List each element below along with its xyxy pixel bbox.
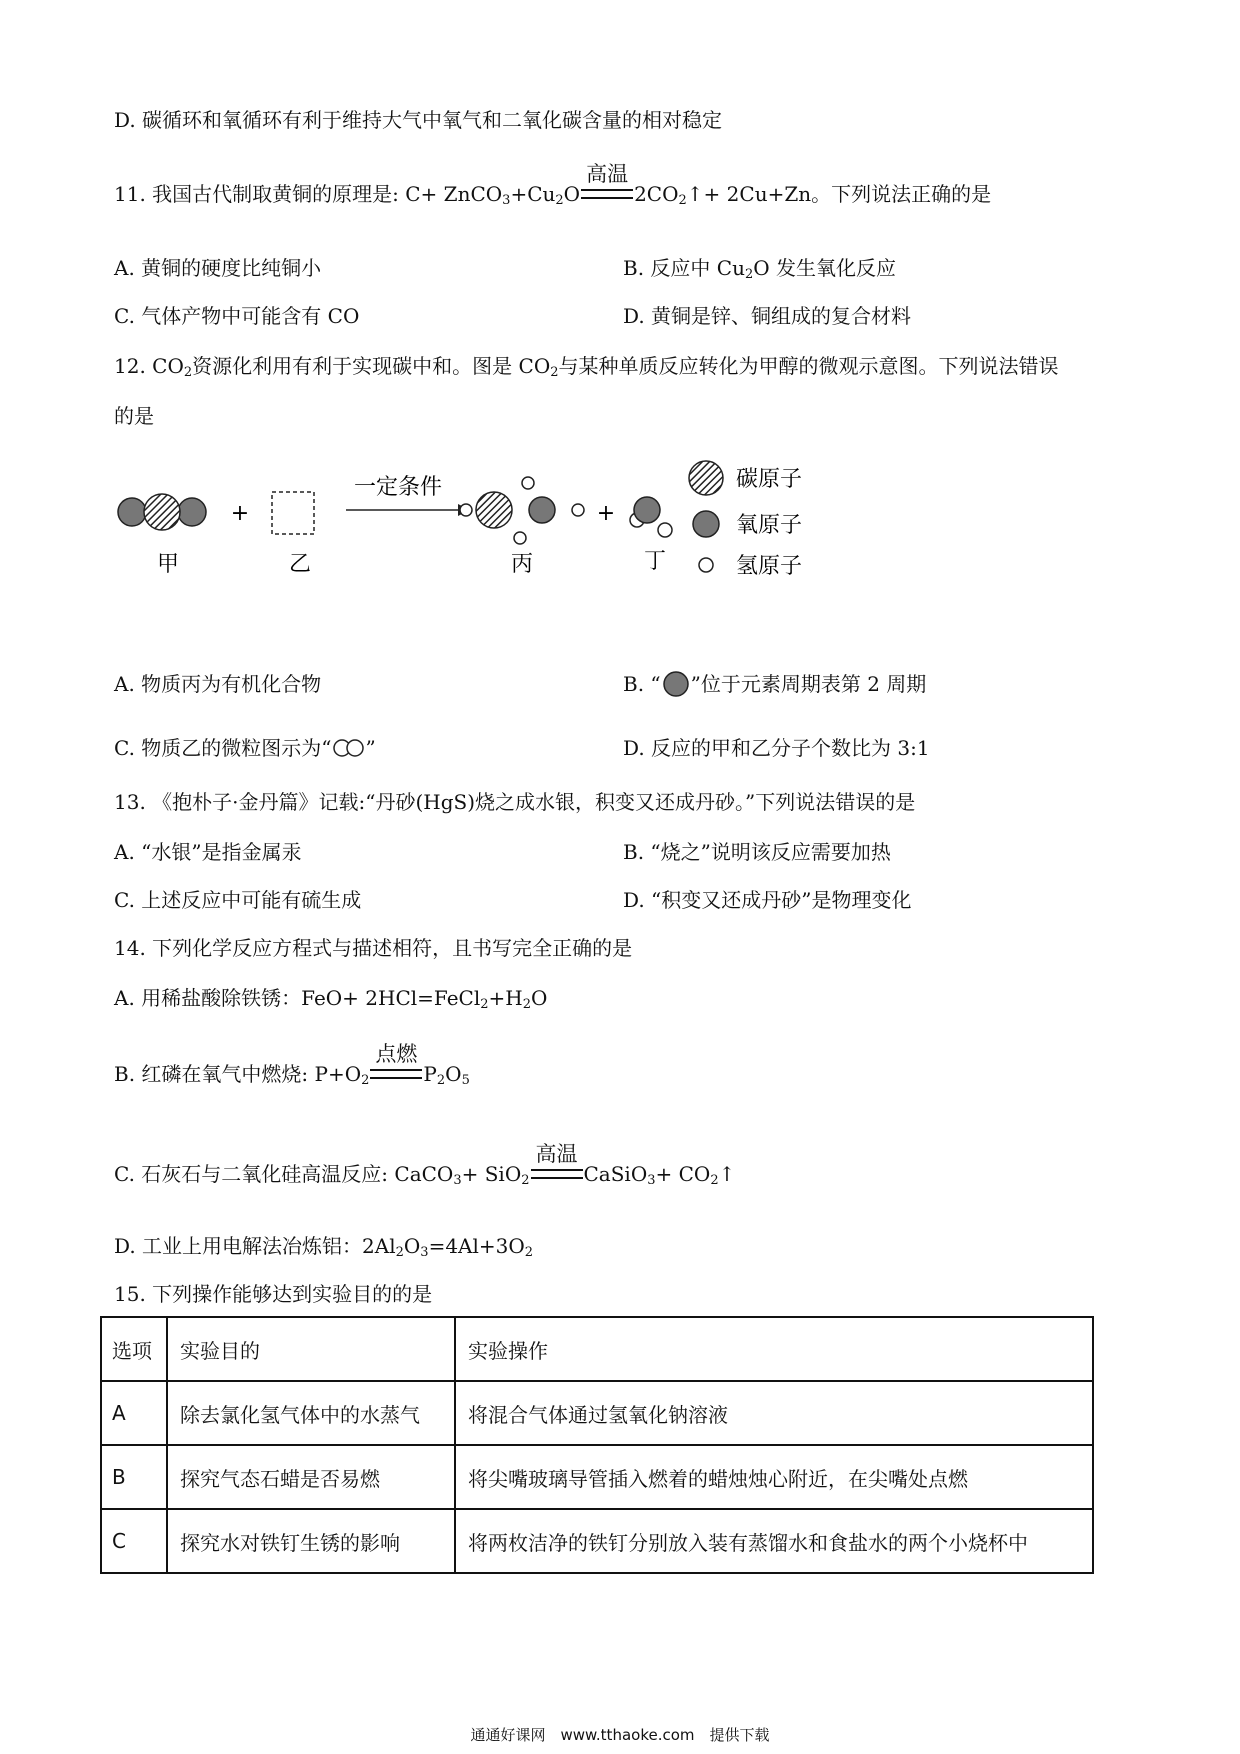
legend-carbon-icon xyxy=(689,461,723,495)
table-cell: B xyxy=(101,1445,167,1509)
oxygen-atom xyxy=(118,498,146,526)
legend-oxygen-icon xyxy=(693,511,719,537)
q11-option-a: A. 黄铜的硬度比纯铜小 xyxy=(114,256,322,280)
q11-option-c: C. 气体产物中可能含有 CO xyxy=(114,304,360,328)
table-row xyxy=(101,1509,1093,1573)
table-header-row xyxy=(101,1317,1093,1381)
table-header-cell: 实验操作 xyxy=(455,1317,1093,1381)
q12-option-b: B. “ ”位于元素周期表第 2 周期 xyxy=(623,672,927,696)
q14-option-d: D. 工业上用电解法冶炼铝：$2Al_2O_3=4Al+3O_2$ xyxy=(114,1234,534,1260)
legend-oxygen: 氧原子 xyxy=(736,513,803,538)
oxygen-atom xyxy=(529,497,555,523)
q13-stem: 13. 《抱朴子·金丹篇》记载:“丹砂(HgS)烧之成水银，积变又还成丹砂。”下列说法错误的是 xyxy=(114,790,916,814)
hydrogen-molecule-icon xyxy=(332,738,366,758)
carbon-atom xyxy=(144,494,180,530)
molecule-ding xyxy=(630,497,672,537)
table-header-cell: 实验目的 xyxy=(167,1317,455,1381)
oxygen-atom xyxy=(634,497,660,523)
molecule-bing xyxy=(460,477,584,544)
q12-stem: 12. $CO_2$资源化利用有利于实现碳中和。图是 $CO_2$与某种单质反应转化为甲醇的微观示意图。下列说法错误 xyxy=(114,354,1059,380)
table-header-cell: 选项 xyxy=(101,1317,167,1381)
q13-option-c: C. 上述反应中可能有硫生成 xyxy=(114,888,362,912)
q13-option-b: B. “烧之”说明该反应需要加热 xyxy=(623,840,891,864)
hydrogen-atom xyxy=(460,504,472,516)
carbon-atom xyxy=(476,492,512,528)
q10-option-d: D. 碳循环和氧循环有利于维持大气中氧气和二氧化碳含量的相对稳定 xyxy=(114,108,723,132)
plus-sign-2: + xyxy=(596,501,616,526)
table-cell: 将混合气体通过氢氧化钠溶液 xyxy=(455,1381,1093,1445)
arrow-condition: 一定条件 xyxy=(353,475,443,500)
table-cell: 探究气态石蜡是否易燃 xyxy=(167,1445,455,1509)
oxygen-atom-icon xyxy=(661,671,691,697)
q14-option-b: B. 红磷在氧气中燃烧: $P+O_2$ 点燃 $P_2O_5$ xyxy=(114,1042,470,1088)
q12-stem-line2: 的是 xyxy=(114,404,154,428)
label-yi: 乙 xyxy=(288,552,312,577)
q12-option-d: D. 反应的甲和乙分子个数比为 3:1 xyxy=(623,736,930,760)
hydrogen-atom xyxy=(522,477,534,489)
q15-stem: 15. 下列操作能够达到实验目的的是 xyxy=(114,1282,433,1306)
unknown-substance-box xyxy=(272,492,314,534)
plus-sign-1: + xyxy=(230,501,250,526)
q11-option-b: B. 反应中 $Cu_2O$ 发生氧化反应 xyxy=(623,256,896,282)
page-footer: 通通好课网 www.tthaoke.com 提供下载 xyxy=(470,1726,770,1744)
q14-option-a: A. 用稀盐酸除铁锈：$FeO+ 2HCl=FeCl_2+H_2O$ xyxy=(114,986,548,1012)
label-ding: 丁 xyxy=(643,549,667,574)
hydrogen-atom xyxy=(658,523,672,537)
table-cell: 将两枚洁净的铁钉分别放入装有蒸馏水和食盐水的两个小烧杯中 xyxy=(455,1509,1093,1573)
legend-hydrogen: 氢原子 xyxy=(736,554,803,579)
q11-option-d: D. 黄铜是锌、铜组成的复合材料 xyxy=(623,304,912,328)
reaction-condition: 高温 xyxy=(581,180,633,208)
experiment-table xyxy=(100,1316,1094,1574)
table-cell: A xyxy=(101,1381,167,1445)
hydrogen-atom xyxy=(514,532,526,544)
table-row xyxy=(101,1445,1093,1509)
q14-option-c: C. 石灰石与二氧化硅高温反应: CaCO$_3$+ SiO$_2$ 高温 CaSiO$_3$+ $CO_2↑$ xyxy=(114,1142,736,1188)
q11-stem: 11. 我国古代制取黄铜的原理是: $C+ ZnCO_3+Cu_2O$ 高温 $2CO_2↑+ 2Cu+Zn$。下列说法正确的是 xyxy=(114,162,992,208)
hydrogen-atom xyxy=(572,504,584,516)
legend-hydrogen-icon xyxy=(699,558,713,572)
table-cell: 除去氯化氢气体中的水蒸气 xyxy=(167,1381,455,1445)
table-cell: 探究水对铁钉生锈的影响 xyxy=(167,1509,455,1573)
oxygen-atom xyxy=(178,498,206,526)
label-bing: 丙 xyxy=(510,552,534,577)
reaction-diagram xyxy=(110,452,830,592)
q12-option-a: A. 物质丙为有机化合物 xyxy=(114,672,322,696)
q12-option-c: C. 物质乙的微粒图示为“ ” xyxy=(114,736,376,760)
table-cell: C xyxy=(101,1509,167,1573)
legend-carbon: 碳原子 xyxy=(736,467,803,492)
label-jia: 甲 xyxy=(156,552,180,577)
q13-option-a: A. “水银”是指金属汞 xyxy=(114,840,302,864)
molecule-jia xyxy=(118,494,206,530)
q14-stem: 14. 下列化学反应方程式与描述相符，且书写完全正确的是 xyxy=(114,936,633,960)
table-cell: 将尖嘴玻璃导管插入燃着的蜡烛烛心附近，在尖嘴处点燃 xyxy=(455,1445,1093,1509)
q13-option-d: D. “积变又还成丹砂”是物理变化 xyxy=(623,888,912,912)
table-row xyxy=(101,1381,1093,1445)
